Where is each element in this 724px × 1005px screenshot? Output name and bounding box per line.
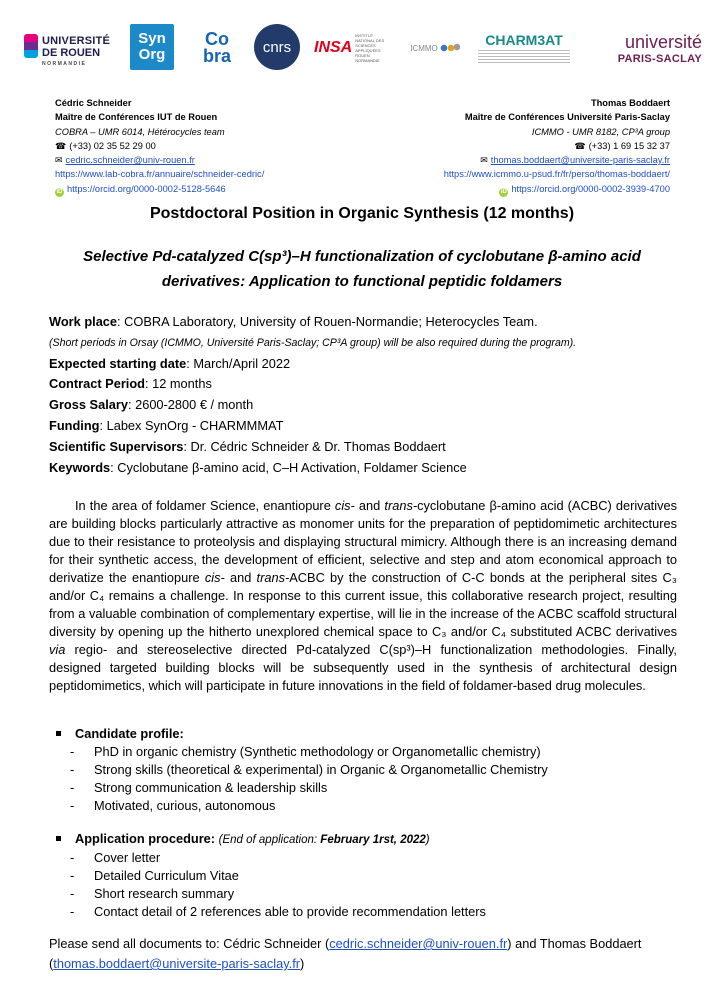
charmmmat-logo-text: CHARM3AT	[485, 32, 563, 48]
contact-right-position: Maître de Conférences Université Paris-Saclay	[464, 112, 670, 123]
contact-left-email-row	[55, 153, 264, 167]
paris-saclay-logo-line1: université	[624, 31, 702, 52]
contract-period-label: Contract Period	[49, 376, 145, 392]
candidate-profile-list	[56, 743, 548, 815]
desc-trans-2: trans-	[256, 570, 290, 585]
contact-left-position: Maître de Conférences IUT de Rouen	[55, 112, 218, 123]
application-list	[56, 849, 486, 921]
application-deadline-note	[219, 834, 430, 846]
supervisors-row	[49, 437, 689, 458]
list-item-text: Motivated, curious, autonomous	[94, 798, 276, 813]
list-item-text: Cover letter	[94, 850, 161, 865]
contact-right-web-link[interactable]: https://www.icmmo.u-psud.fr/fr/perso/thomas-boddaert/	[443, 169, 670, 180]
list-item	[70, 867, 486, 885]
icmmo-logo-text: ICMMO	[410, 43, 438, 53]
subtitle-line2: derivatives: Application to functional peptidic foldamers	[161, 273, 563, 290]
salary-value: : 2600-2800 € / month	[127, 397, 254, 413]
dash-bullet: -	[70, 780, 75, 795]
contact-left-web-link[interactable]: https://www.lab-cobra.fr/annuaire/schneider-cedric/	[55, 169, 265, 180]
contact-left-orcid-row	[55, 182, 264, 197]
paris-saclay-logo-line2: PARIS-SACLAY	[617, 52, 702, 65]
desc-part-5: ACBC by the construction of C-C bonds at the peripheral sites C₃ and/or C₄ remains a challenge. In response to this current issue, this collaborative research project, resulting from a valuable combination of complementary expertise, will lie in the increase of the ACBC scaffold structural diversity by opening up the hitherto unexplored chemical space to C₃ and/or C₄ substituted ACBC derivatives	[49, 570, 677, 639]
contact-right-email-link[interactable]: thomas.boddaert@universite-paris-saclay.fr	[490, 155, 670, 166]
supervisors-value: : Dr. Cédric Schneider & Dr. Thomas Boddaert	[183, 438, 446, 454]
position-details	[49, 312, 689, 478]
contact-left-web-row	[55, 167, 264, 181]
list-item-text: Detailed Curriculum Vitae	[94, 868, 239, 883]
project-subtitle	[40, 244, 684, 294]
send-close-paren: )	[300, 956, 305, 971]
icmmo-logo-mark	[440, 43, 460, 53]
list-item	[70, 779, 548, 797]
funding-row	[49, 416, 689, 437]
list-item	[70, 797, 548, 815]
candidate-profile-section	[56, 725, 548, 815]
desc-part-4: and	[224, 570, 257, 585]
contact-right-web-row	[444, 167, 670, 181]
funding-value: : Labex SynOrg - CHARMMMAT	[99, 417, 284, 433]
desc-part-3: cyclobutane β-amino acid (ACBC) derivatives are building blocks particularly attractive as monomer units for the preparation of peptidomimetic architectures due to their resistance to proteolysis and displaying structural mimicry. Although there is an increasing demand for their synthetic access, the development of efficient, selective and step and atom economical approach to derivatize the enantiopure	[49, 498, 677, 585]
rouen-logo-line1: UNIVERSITÉ	[42, 35, 111, 47]
list-item-text: Contact detail of 2 references able to provide recommendation letters	[94, 904, 486, 919]
rouen-logo-mark	[24, 34, 38, 58]
start-date-label: Expected starting date	[49, 355, 187, 371]
orcid-icon: iD	[56, 188, 63, 195]
desc-trans: trans-	[384, 498, 418, 513]
list-item	[70, 849, 486, 867]
list-item-text: PhD in organic chemistry (Synthetic methodology or Organometallic chemistry)	[94, 744, 541, 759]
cnrs-logo-text: cnrs	[262, 38, 292, 56]
contact-right-orcid-link[interactable]: https://orcid.org/0000-0002-3939-4700	[511, 183, 670, 194]
desc-part-6: regio- and stereoselective directed Pd-catalyzed C(sp³)–H functionalization methodologies. Finally, designed targeted building blocks will be subsequently used in the synthesis of architectural design peptidomimetics, which will participate in future innovations in the field of foldamer-based drug molecules.	[49, 642, 677, 693]
contact-left-phone: (+33) 02 35 52 29 00	[69, 140, 156, 151]
contract-period-row	[49, 374, 689, 395]
schneider-email-link[interactable]: cedric.schneider@univ-rouen.fr	[329, 936, 508, 951]
envelope-icon: ✉	[55, 155, 63, 166]
start-date-value: : March/April 2022	[186, 355, 291, 371]
candidate-profile-heading-row	[56, 725, 548, 743]
dash-bullet: -	[70, 744, 75, 759]
contact-left-orcid-link[interactable]: https://orcid.org/0000-0002-5128-5646	[67, 183, 226, 194]
list-item	[70, 743, 548, 761]
list-item-text: Strong communication & leadership skills	[94, 780, 328, 795]
rouen-logo-line2: DE ROUEN	[42, 47, 101, 59]
phone-icon: ☎	[55, 140, 67, 151]
contact-right-phone: (+33) 1 69 15 32 37	[588, 140, 670, 151]
keywords-label: Keywords	[49, 459, 111, 475]
send-open-paren: (	[49, 956, 54, 971]
deadline-note-suffix: )	[425, 834, 430, 846]
candidate-profile-heading: Candidate profile:	[75, 726, 184, 741]
contact-left	[55, 96, 264, 197]
contact-right-team: ICMMO - UMR 8182, CP³A group	[531, 126, 670, 137]
work-place-row	[49, 312, 689, 333]
page-title: Postdoctoral Position in Organic Synthesis (12 months)	[149, 205, 575, 222]
dash-bullet: -	[70, 886, 75, 901]
funding-label: Funding	[49, 417, 100, 433]
desc-cis-2: cis-	[204, 570, 225, 585]
work-place-note: (Short periods in Orsay (ICMMO, Université Paris-Saclay; CP³A group) will be also required during the program).	[49, 336, 577, 349]
contact-left-phone-row	[55, 139, 264, 153]
paris-saclay-logo	[592, 24, 702, 72]
charmmmat-logo	[474, 24, 574, 72]
send-text-1: Please send all documents to: Cédric Schneider (	[49, 936, 330, 951]
synorg-logo	[130, 24, 174, 70]
contract-period-value: : 12 months	[145, 376, 212, 392]
work-place-value: : COBRA Laboratory, University of Rouen-Normandie; Heterocycles Team.	[117, 314, 538, 329]
desc-via: via	[49, 642, 66, 657]
work-place-label: Work place	[49, 314, 118, 329]
list-item-text: Strong skills (theoretical & experimental) in Organic & Organometallic Chemistry	[94, 762, 548, 777]
insa-logo	[314, 24, 394, 72]
list-item	[70, 761, 548, 779]
desc-part-1: In the area of foldamer Science, enantiopure	[75, 498, 335, 513]
contact-right	[444, 96, 670, 197]
application-heading: Application procedure:	[75, 831, 216, 846]
orcid-icon: iD	[500, 188, 507, 195]
desc-part-2: and	[354, 498, 385, 513]
contact-right-orcid-row	[444, 182, 670, 197]
list-item	[70, 885, 486, 903]
cnrs-logo	[254, 24, 300, 70]
send-text-2: ) and Thomas Boddaert	[507, 936, 642, 951]
salary-label: Gross Salary	[49, 397, 128, 413]
insa-logo-sub: INSTITUT NATIONAL DES SCIENCES APPLIQUÉES ROUEN NORMANDIE	[355, 33, 385, 63]
rouen-logo-line3: NORMANDIE	[42, 61, 87, 67]
salary-row	[49, 395, 689, 416]
contact-right-name: Thomas Boddaert	[590, 98, 670, 108]
synorg-logo-line2: Org	[138, 46, 166, 63]
square-bullet-icon	[56, 836, 61, 841]
phone-icon: ☎	[574, 140, 586, 151]
cobra-logo-line1: Co	[205, 29, 229, 49]
cobra-logo	[192, 24, 242, 72]
keywords-row	[49, 458, 689, 479]
project-description	[49, 497, 677, 695]
list-item-text: Short research summary	[94, 886, 235, 901]
application-heading-row	[56, 830, 486, 849]
send-documents-note	[49, 934, 689, 974]
dash-bullet: -	[70, 904, 75, 919]
charmmmat-logo-lines	[478, 50, 570, 64]
supervisors-label: Scientific Supervisors	[49, 438, 184, 454]
logo-strip	[22, 24, 702, 74]
desc-cis: cis-	[334, 498, 355, 513]
contact-left-email-link[interactable]: cedric.schneider@univ-rouen.fr	[65, 155, 195, 166]
boddaert-email-link[interactable]: thomas.boddaert@universite-paris-saclay.fr	[53, 956, 301, 971]
synorg-logo-line1: Syn	[138, 30, 166, 47]
contact-left-team: COBRA – UMR 6014, Hétérocycles team	[55, 126, 225, 137]
cobra-logo-line2: bra	[202, 46, 231, 66]
keywords-value: : Cyclobutane β-amino acid, C–H Activation, Foldamer Science	[110, 459, 467, 475]
dash-bullet: -	[70, 798, 75, 813]
univ-rouen-logo	[22, 24, 120, 72]
contact-right-phone-row	[444, 139, 670, 153]
dash-bullet: -	[70, 868, 75, 883]
envelope-icon: ✉	[480, 155, 488, 166]
dash-bullet: -	[70, 762, 75, 777]
application-procedure-section	[56, 830, 486, 921]
start-date-row	[49, 354, 689, 375]
contact-left-name: Cédric Schneider	[55, 98, 132, 108]
deadline-note-prefix: (End of application:	[218, 834, 321, 846]
deadline-date: February 1rst, 2022	[320, 834, 426, 846]
icmmo-logo	[406, 24, 464, 72]
square-bullet-icon	[56, 731, 61, 736]
subtitle-line1: Selective Pd-catalyzed C(sp³)–H functionalization of cyclobutane β-amino acid	[83, 248, 641, 265]
contact-right-email-row	[444, 153, 670, 167]
insa-logo-name: INSA	[314, 39, 353, 56]
list-item	[70, 903, 486, 921]
dash-bullet: -	[70, 850, 75, 865]
